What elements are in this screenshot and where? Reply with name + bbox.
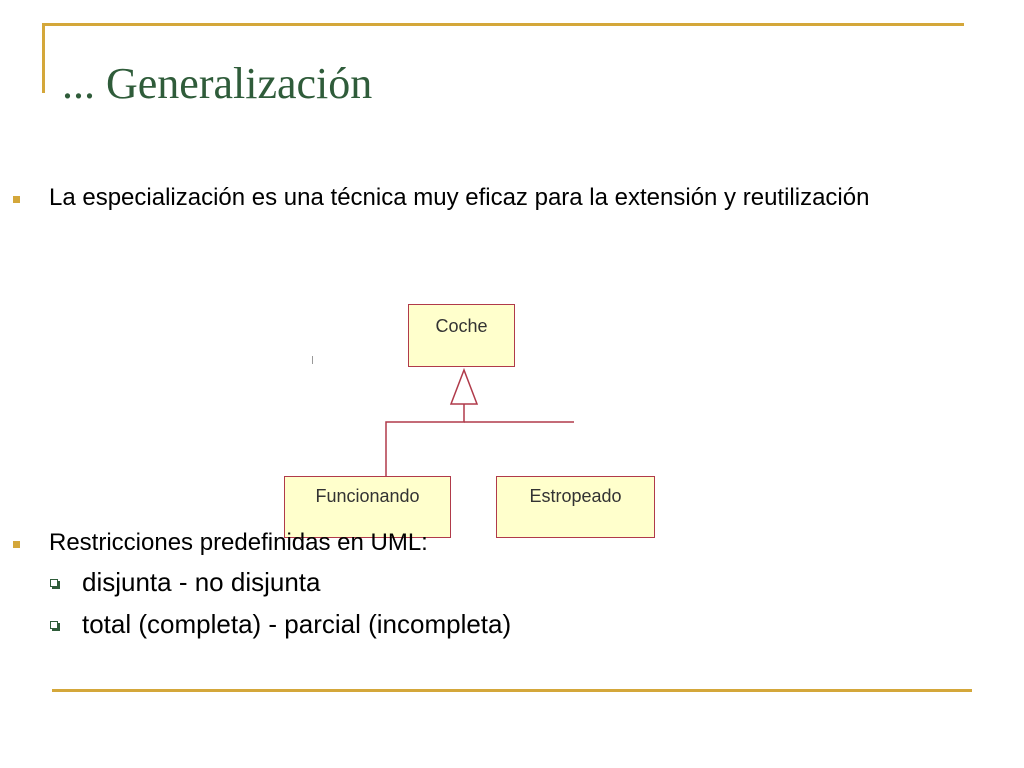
left-decorative-line [42, 23, 45, 93]
bottom-decorative-line [52, 689, 972, 692]
inheritance-triangle-icon [451, 370, 477, 404]
uml-class-funcionando: Funcionando [284, 476, 451, 538]
stray-mark [312, 356, 313, 364]
bullet-item [13, 528, 913, 558]
square-bullet-icon [13, 541, 20, 548]
bullet-item [13, 183, 913, 213]
generalization-connector [386, 404, 464, 476]
sub-bullet-item [50, 608, 950, 640]
sub-bullet-text: disjunta - no disjunta [82, 567, 321, 597]
uml-class-estropeado: Estropeado [496, 476, 655, 538]
sub-bullet-item [50, 566, 950, 598]
hollow-square-bullet-icon [50, 579, 58, 587]
uml-class-coche: Coche [408, 304, 515, 367]
bullet-text: La especialización es una técnica muy eficaz para la extensión y reutilización [49, 184, 870, 211]
top-decorative-line [42, 23, 964, 26]
square-bullet-icon [13, 196, 20, 203]
sub-bullet-text: total (completa) - parcial (incompleta) [82, 609, 512, 639]
slide-title: ... Generalización [62, 59, 373, 108]
bullet-text: Restricciones predefinidas en UML: [49, 529, 428, 556]
hollow-square-bullet-icon [50, 621, 58, 629]
